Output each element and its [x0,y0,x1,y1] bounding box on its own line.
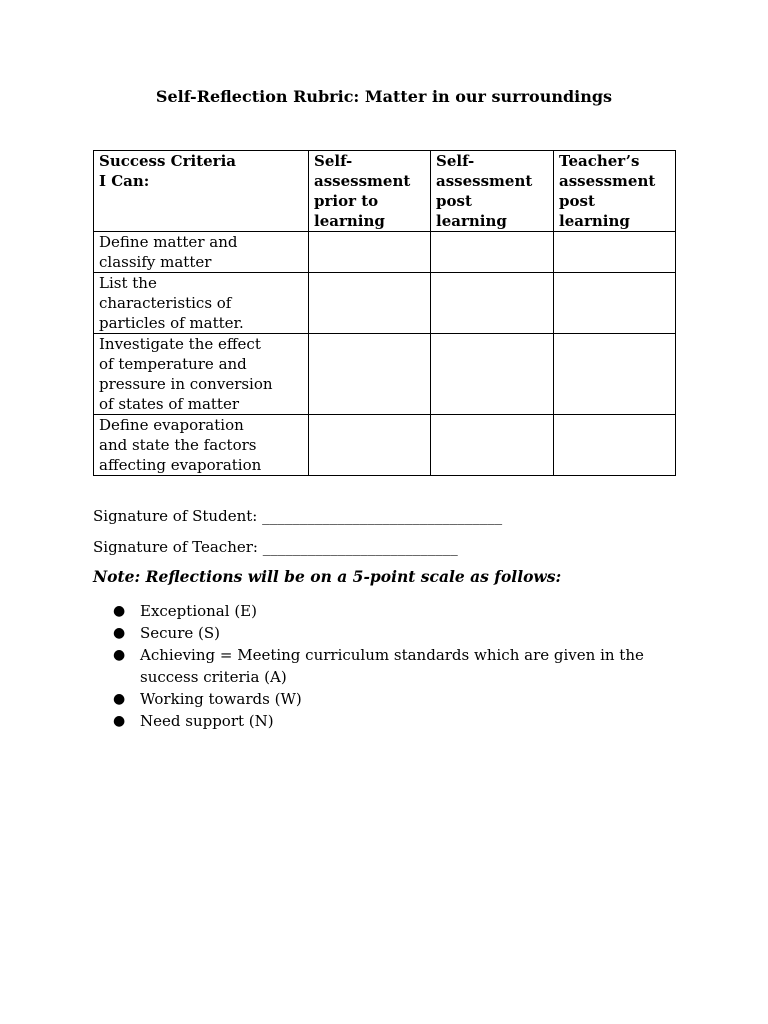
list-item [113,622,673,644]
teacher-signature-label: Signature of Teacher: [93,538,258,556]
teacher-signature-row [93,537,458,557]
scale-list [113,600,673,732]
criteria-line: Investigate the effect [99,335,261,353]
criteria-line: classify matter [99,253,212,271]
self-assessment-post-cell[interactable] [431,232,554,273]
header-line: Self- [436,152,475,170]
criteria-cell [94,415,309,476]
teacher-assessment-cell[interactable] [554,334,676,415]
student-signature-row [93,506,502,526]
criteria-line: characteristics of [99,294,232,312]
teacher-signature-line[interactable]: __________________________ [262,538,458,556]
bullet-icon: ● [113,691,126,707]
list-item [113,688,673,710]
self-assessment-post-cell[interactable] [431,415,554,476]
bullet-icon: ● [113,603,126,619]
header-line: Self- [314,152,353,170]
scale-item-label: Working towards (W) [140,690,302,708]
table-row [94,232,676,273]
header-self-assessment-post [431,151,554,232]
scale-item-label: Exceptional (E) [140,602,257,620]
criteria-line: of states of matter [99,395,240,413]
header-line: prior to [314,192,379,210]
teacher-assessment-cell[interactable] [554,415,676,476]
header-line: assessment [314,172,411,190]
header-line: assessment [559,172,656,190]
header-teacher-assessment-post [554,151,676,232]
self-assessment-prior-cell[interactable] [309,273,431,334]
table-row [94,334,676,415]
rubric-table [93,150,676,476]
self-assessment-prior-cell[interactable] [309,415,431,476]
criteria-line: Define matter and [99,233,238,251]
teacher-assessment-cell[interactable] [554,273,676,334]
criteria-line: particles of matter. [99,314,244,332]
criteria-line: affecting evaporation [99,456,262,474]
header-line: learning [559,212,630,230]
header-self-assessment-prior [309,151,431,232]
criteria-line: and state the factors [99,436,257,454]
header-success-criteria [94,151,309,232]
list-item [113,710,673,732]
criteria-cell [94,334,309,415]
bullet-icon: ● [113,647,126,663]
list-item [113,600,673,622]
page-title: Self-Reflection Rubric: Matter in our surroundings [155,87,613,106]
scale-item-label: Achieving = Meeting curriculum standards which are given in the success criteria (A) [140,646,644,686]
header-line: learning [314,212,385,230]
header-line: learning [436,212,507,230]
header-line: post [559,192,595,210]
criteria-cell [94,232,309,273]
criteria-line: of temperature and [99,355,247,373]
self-assessment-prior-cell[interactable] [309,232,431,273]
scale-note: Note: Reflections will be on a 5-point scale as follows: [93,567,562,586]
criteria-line: List the [99,274,157,292]
student-signature-label: Signature of Student: [93,507,258,525]
table-row [94,273,676,334]
criteria-cell [94,273,309,334]
scale-item-label: Secure (S) [140,624,221,642]
header-line: Teacher’s [559,152,640,170]
self-assessment-post-cell[interactable] [431,273,554,334]
bullet-icon: ● [113,625,126,641]
teacher-assessment-cell[interactable] [554,232,676,273]
self-assessment-post-cell[interactable] [431,334,554,415]
scale-item-label: Need support (N) [140,712,274,730]
header-line: assessment [436,172,533,190]
bullet-icon: ● [113,713,126,729]
student-signature-line[interactable]: ________________________________ [262,507,503,525]
header-line: Success Criteria [99,152,236,170]
criteria-line: Define evaporation [99,416,244,434]
header-line: I Can: [99,172,150,190]
list-item [113,644,673,688]
table-row [94,415,676,476]
header-line: post [436,192,472,210]
criteria-line: pressure in conversion [99,375,273,393]
self-assessment-prior-cell[interactable] [309,334,431,415]
table-header-row [94,151,676,232]
